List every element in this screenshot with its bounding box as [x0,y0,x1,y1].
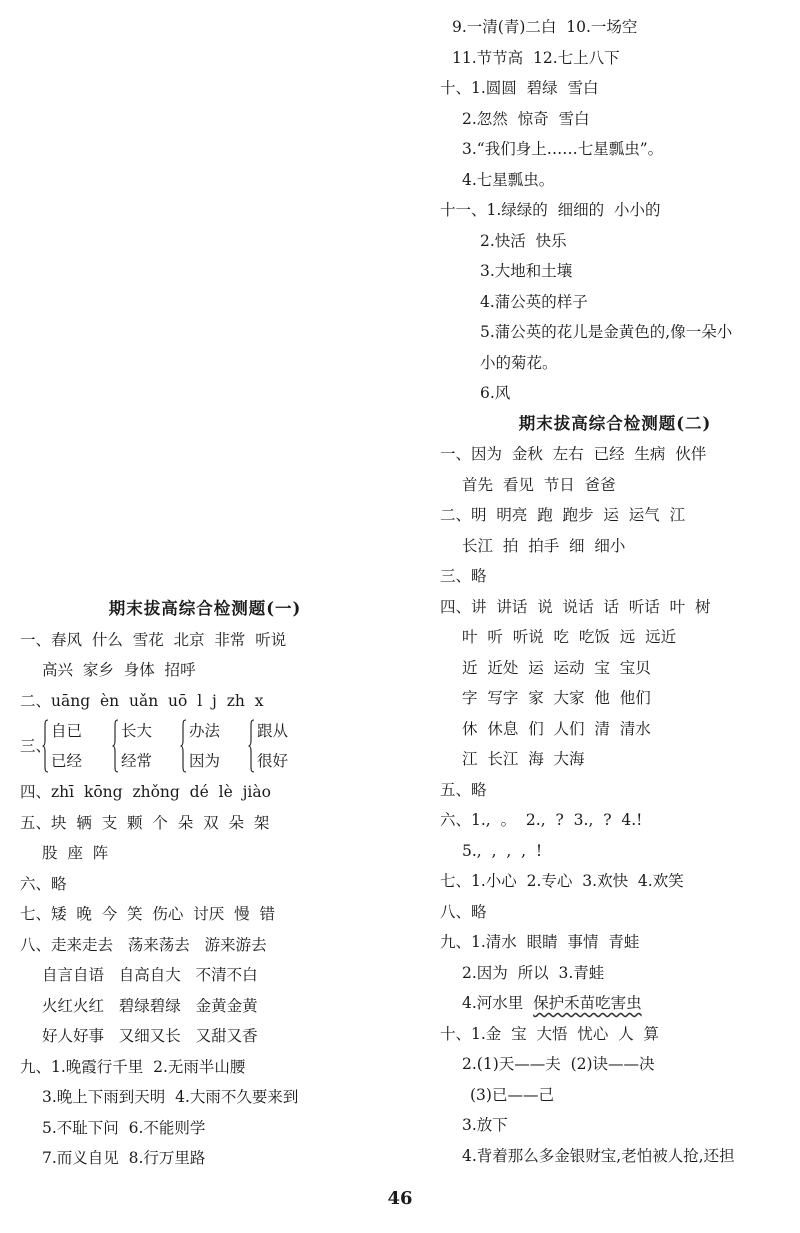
answer-line [440,104,790,135]
answer-text: 3.晚上下雨到天明 4.大雨不久要来到 [42,1088,299,1106]
answer-line [20,1143,390,1174]
answer-text: 股 座 阵 [42,844,109,862]
answer-text: 八、走来走去 荡来荡去 游来游去 [20,935,267,954]
answer-text: 一、因为 金秋 左右 已经 生病 伙伴 [440,445,707,463]
answer-line [440,226,790,257]
right-column [440,12,790,1171]
answer-line [440,927,790,958]
answer-text: 11.节节高 12.七上八下 [452,48,620,67]
answer-line [440,500,790,531]
answer-text: 三、略 [440,567,487,585]
curly-brace-icon [112,719,119,773]
answer-text: 3.大地和土壤 [480,262,573,280]
answer-line [20,960,390,991]
answer-text: 5., , , , ! [462,841,543,860]
answer-text: 9.一清(青)二白 10.一场空 [452,18,638,36]
answer-text: 一、春风 什么 雪花 北京 非常 听说 [20,630,287,649]
answer-text: 五、略 [440,780,487,799]
answer-text: 长江 拍 拍手 细 细小 [462,536,626,555]
answer-text: 2.(1)天——夫 (2)诀——决 [462,1055,655,1073]
answer-text: 5.不耻下问 6.不能则学 [42,1118,206,1137]
answer-text: 二、明 明亮 跑 跑步 运 运气 江 [440,506,686,524]
answer-line [440,470,790,501]
answer-line [20,899,390,930]
answer-line [440,805,790,836]
brace-word: 长大 [121,722,153,740]
answer-line [440,12,790,43]
answer-text: 4.河水里 [462,994,534,1012]
answer-text: (3)已——己 [470,1085,554,1104]
answer-text: 休 休息 们 人们 清 清水 [462,719,651,738]
brace-word: 很好 [257,752,289,770]
answer-text: 六、略 [20,874,67,893]
answer-text: 七、矮 晚 今 笑 伤心 讨厌 慢 错 [20,905,275,923]
brace-word: 跟从 [257,722,289,740]
left-lines-after [20,777,390,1174]
answer-text: 八、略 [440,902,487,921]
answer-line [440,592,790,623]
answer-text: 叶 听 听说 吃 吃饭 远 远近 [462,628,677,646]
answer-line [440,561,790,592]
answer-line [440,866,790,897]
answer-line [440,317,790,348]
answer-line [440,256,790,287]
answer-text: 九、1.晚霞行千里 2.无雨半山腰 [20,1057,246,1076]
answer-line [440,134,790,165]
answer-text: 好人好事 又细又长 又甜又香 [42,1027,258,1045]
answer-text: 首先 看见 节日 爸爸 [462,475,616,494]
answer-line [440,958,790,989]
answer-text: 四、zhī kōng zhǒng dé lè jiào [20,783,271,801]
page-number: 46 [387,1188,413,1209]
answer-line [20,655,390,686]
answer-line [440,73,790,104]
answer-line [440,1141,790,1172]
right-lines-top [440,12,790,409]
curly-brace-icon [180,719,187,773]
answer-text: 2.快活 快乐 [480,231,567,250]
answer-line [440,1019,790,1050]
answer-text: 五、块 辆 支 颗 个 朵 双 朵 架 [20,813,270,832]
answer-line-wavy [440,988,790,1019]
answer-line [20,777,390,808]
answer-text: 3.“我们身上……七星瓢虫”。 [462,140,664,158]
answer-text: 二、uāng èn uǎn uō l j zh x [20,691,264,710]
answer-line [440,683,790,714]
brace-word: 自已 [51,722,83,740]
answer-line [20,991,390,1022]
answer-text: 十一、1.绿绿的 细细的 小小的 [440,201,661,219]
answer-text: 3.放下 [462,1116,508,1134]
left-lines-before [20,625,390,717]
answer-line [440,622,790,653]
answer-line [20,1021,390,1052]
answer-line [440,348,790,379]
answer-text: 字 写字 家 大家 他 他们 [462,689,651,707]
brace-word: 因为 [189,752,221,770]
answer-line [20,625,390,656]
answer-text: 十、1.金 宝 大悟 忧心 人 算 [440,1024,660,1043]
brace-word: 办法 [189,722,221,740]
answer-text: 七、1.小心 2.专心 3.欢快 4.欢笑 [440,872,684,890]
answer-line [440,287,790,318]
answer-line [440,653,790,684]
answer-line [440,439,790,470]
answer-line [440,775,790,806]
answer-text: 近 近处 运 运动 宝 宝贝 [462,658,651,677]
answer-line [440,1049,790,1080]
answer-line [20,808,390,839]
answer-text: 5.蒲公英的花儿是金黄色的,像一朵小 [480,323,733,341]
answer-line [440,836,790,867]
answer-text: 火红火红 碧绿碧绿 金黄金黄 [42,996,258,1015]
answer-text: 4.七星瓢虫。 [462,170,555,189]
answer-text: 六、1., 。 2., ? 3., ? 4.! [440,811,643,829]
answer-line [440,195,790,226]
brace-row [20,716,390,777]
answer-line [440,378,790,409]
answer-text: 九、1.清水 眼睛 事情 青蛙 [440,933,640,951]
answer-text: 高兴 家乡 身体 招呼 [42,661,196,679]
answer-text: 自言自语 自高自大 不清不白 [42,966,258,984]
answer-line [20,869,390,900]
answer-text: 小的菊花。 [480,353,558,372]
answer-text: 6.风 [480,384,511,402]
answer-text: 四、讲 讲话 说 说话 话 听话 叶 树 [440,597,711,616]
answer-line [20,930,390,961]
answer-line [440,1080,790,1111]
curly-brace-icon [42,719,49,773]
answer-text: 4.蒲公英的样子 [480,292,588,311]
answer-line [440,744,790,775]
answer-text: 7.而义自见 8.行万里路 [42,1149,206,1167]
wavy-underlined-text: 保护禾苗吃害虫 [533,994,642,1012]
right-lines-b [440,1019,790,1172]
brace-word: 已经 [51,752,83,770]
answer-text: 2.因为 所以 3.青蛙 [462,963,605,982]
answer-line [20,1082,390,1113]
answer-line [440,897,790,928]
answer-line [20,1113,390,1144]
answer-line [20,1052,390,1083]
section-title-1: 期末拔高综合检测题(一) [108,599,302,618]
answer-line [440,714,790,745]
answer-line [20,838,390,869]
brace-label: 三、 [20,737,52,755]
answer-text: 4.背着那么多金银财宝,老怕被人抢,还担 [462,1146,735,1165]
section-title-2: 期末拔高综合检测题(二) [518,413,712,433]
brace-word: 经常 [121,752,153,770]
right-lines-a [440,439,790,988]
answer-line [440,531,790,562]
answer-line [440,1110,790,1141]
answer-line [440,165,790,196]
answer-line [440,43,790,74]
left-column [20,594,390,1174]
answer-text: 江 长江 海 大海 [462,750,585,768]
curly-brace-icon [248,719,255,773]
answer-text: 2.忽然 惊奇 雪白 [462,109,590,128]
answer-text: 十、1.圆圆 碧绿 雪白 [440,79,599,97]
answer-line [20,686,390,717]
